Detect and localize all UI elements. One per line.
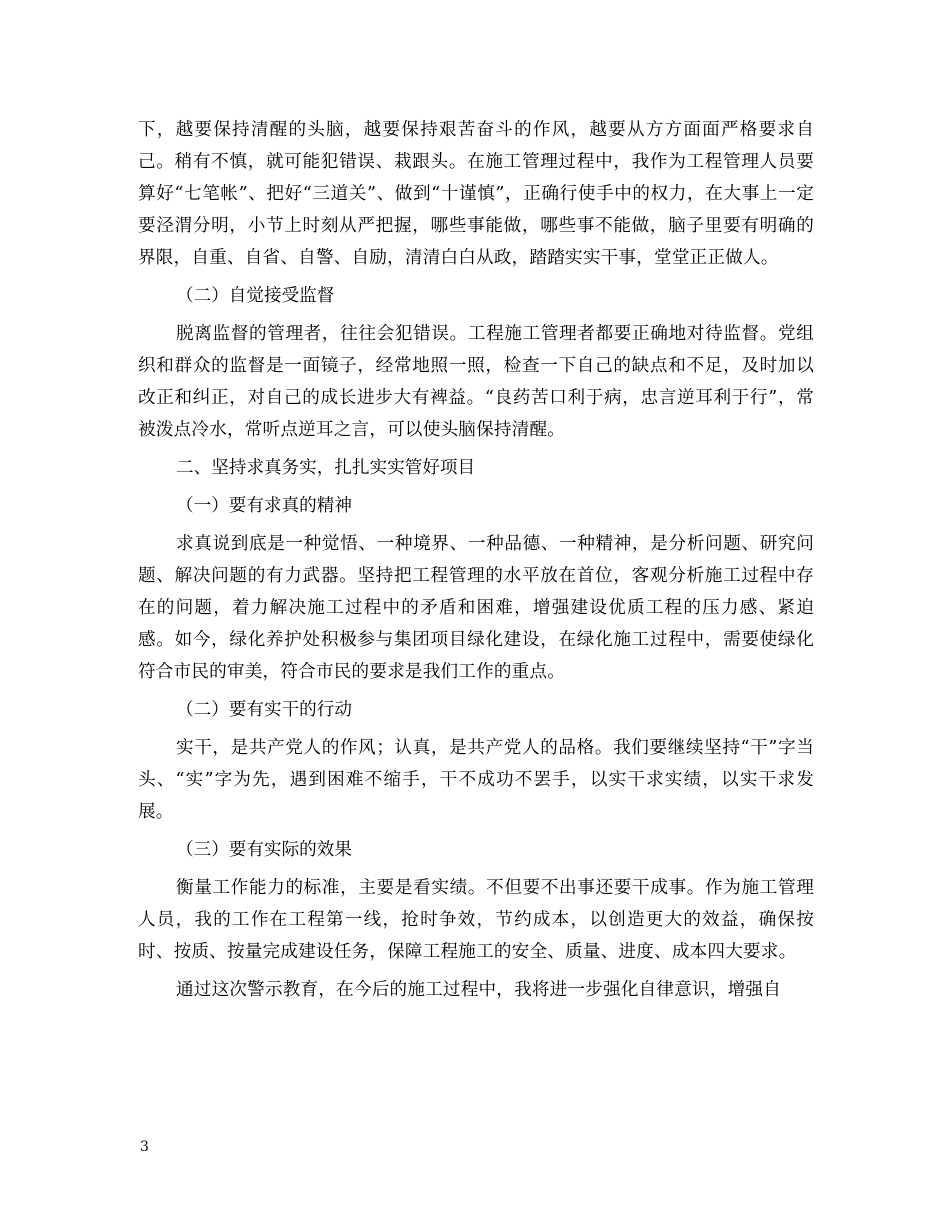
heading-seek-truth: 二、坚持求真务实，扎扎实实管好项目 [176, 458, 476, 478]
heading-spirit-of-truth: （一）要有求真的精神 [176, 496, 352, 516]
paragraph-measure-ability: 衡量工作能力的标准，主要是看实绩。不但要不出事还要干成事。作为施工管理人员，我的工作在工程第一线，抢时争效，节约成本，以创造更大的效益，确保按时、按质、按量完成建设任务，保障工程施工的安全、质量、进度、成本四大要求。 [138, 878, 814, 962]
document-body [138, 114, 814, 1006]
paragraph-seeking-truth: 求真说到底是一种觉悟、一种境界、一种品德、一种精神，是分析问题、研究问题、解决问题的有力武器。坚持把工程管理的水平放在首位，客观分析施工过程中存在的问题，着力解决施工过程中的矛盾和困难，增强建设优质工程的压力感、紧迫感。如今，绿化养护处积极参与集团项目绿化建设，在绿化施工过程中，需要使绿化符合市民的审美，符合市民的要求是我们工作的重点。 [138, 534, 814, 682]
paragraph-supervision: 脱离监督的管理者，往往会犯错误。工程施工管理者都要正确地对待监督。党组织和群众的监督是一面镜子，经常地照一照，检查一下自己的缺点和不足，及时加以改正和纠正，对自己的成长进步大有裨益。“良药苦口利于病，忠言逆耳利于行”，常被泼点冷水，常听点逆耳之言，可以使头脑保持清醒。 [138, 324, 814, 440]
paragraph-practical-work: 实干，是共产党人的作风；认真，是共产党人的品格。我们要继续坚持“干”字当头、“实”字为先，遇到困难不缩手，干不成功不罢手，以实干求实绩，以实干求发展。 [138, 738, 814, 822]
heading-actual-results: （三）要有实际的效果 [176, 840, 352, 860]
paragraph-self-discipline-continued: 下，越要保持清醒的头脑，越要保持艰苦奋斗的作风，越要从方方面面严格要求自己。稍有不慎，就可能犯错误、栽跟头。在施工管理过程中，我作为工程管理人员要算好“七笔帐”、把好“三道关”、做到“十谨慎”，正确行使手中的权力，在大事上一定要泾渭分明，小节上时刻从严把握，哪些事能做，哪些事不能做，脑子里要有明确的界限，自重、自省、自警、自励，清清白白从政，踏踏实实干事，堂堂正正做人。 [138, 120, 814, 268]
page-number: 3 [140, 1139, 149, 1155]
heading-practical-action: （二）要有实干的行动 [176, 700, 352, 720]
paragraph-warning-education: 通过这次警示教育，在今后的施工过程中，我将进一步强化自律意识，增强自 [176, 980, 781, 1000]
heading-accept-supervision: （二）自觉接受监督 [176, 286, 335, 306]
